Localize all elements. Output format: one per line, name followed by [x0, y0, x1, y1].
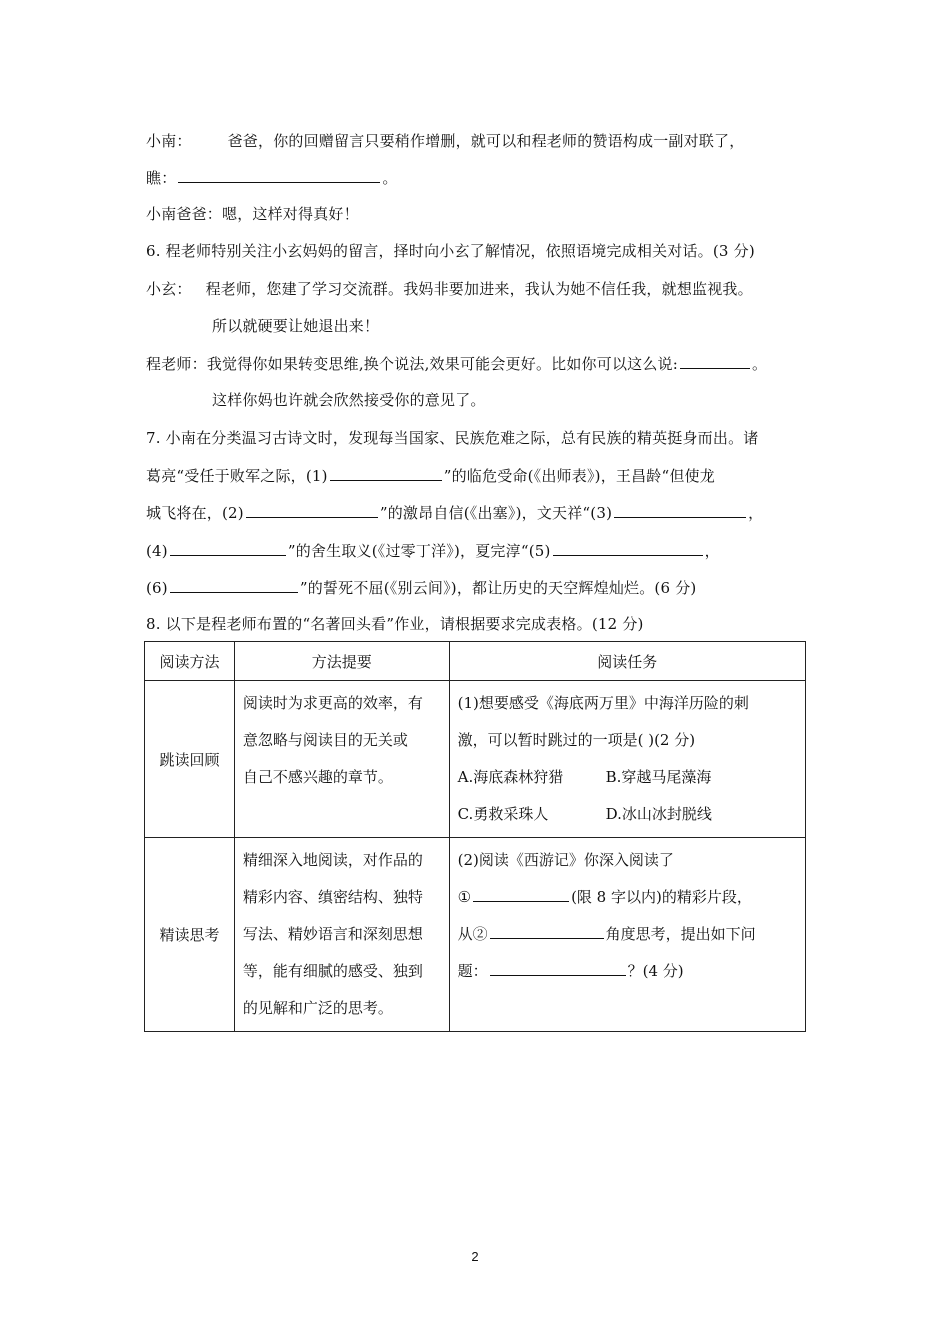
summary-skim-line: 意忽略与阅读目的无关或 [242, 731, 408, 749]
summary-intensive-line: 的见解和广泛的思考。 [242, 999, 393, 1017]
q7-line-1: 7. 小南在分类温习古诗文时，发现每当国家、民族危难之际，总有民族的精英挺身而出。诸 [146, 429, 759, 447]
header-method: 阅读方法 [145, 642, 235, 681]
couplet-answer-blank[interactable] [178, 166, 380, 183]
summary-intensive-line: 精彩内容、缜密结构、独特 [242, 888, 423, 906]
summary-skim [234, 681, 449, 838]
summary-intensive-line: 等，能有细腻的感受、独到 [242, 962, 423, 980]
header-task: 阅读任务 [449, 642, 805, 681]
summary-intensive-line: 精细深入地阅读，对作品的 [242, 851, 423, 869]
summary-intensive [234, 838, 449, 1032]
xiaonan-text: 爸爸，你的回赠留言只要稍作增删，就可以和程老师的赞语构成一副对联了， [227, 132, 745, 150]
q7-l4c: ， [704, 542, 720, 560]
xiaonan-speaker: 小南： [146, 132, 192, 150]
teacher-answer-blank[interactable] [680, 352, 750, 369]
q7-line-5 [146, 576, 696, 598]
q7-l5a: (6) [146, 579, 168, 597]
q7-line-4 [146, 539, 720, 561]
q7-line-3 [146, 501, 763, 523]
xiaoxuan-text-2: 所以就硬要让她退出来！ [212, 317, 380, 335]
task-intensive-line-1: (2)阅读《西游记》你深入阅读了 [457, 851, 674, 869]
method-intensive: 精读思考 [145, 838, 235, 1032]
table-header-row [145, 642, 806, 681]
q8-prompt: 8. 以下是程老师布置的“名著回头看”作业，请根据要求完成表格。(12 分) [146, 615, 644, 633]
teacher-line-1 [146, 352, 767, 374]
q7-l4a: (4) [146, 542, 168, 560]
poem-blank-4[interactable] [170, 539, 286, 556]
xiaoxuan-line-1 [146, 278, 753, 299]
q7-l2a: 葛亮“受任于败军之际，(1) [146, 467, 328, 485]
task-intensive [449, 838, 805, 1032]
q7-l3b: ”的激昂自信(《出塞》)，文天祥“(3) [379, 504, 613, 522]
task-question-label: 题： [457, 962, 488, 980]
fragment-blank[interactable] [473, 885, 569, 902]
poem-blank-6[interactable] [170, 576, 298, 593]
look-end: 。 [382, 169, 398, 187]
task-marker-1: ① [457, 888, 472, 906]
task-intensive-line-4 [458, 953, 799, 990]
page-number: 2 [471, 1249, 479, 1264]
reading-table [144, 641, 806, 1032]
q6-prompt: 6. 程老师特别关注小玄妈妈的留言，择时向小玄了解情况，依照语境完成相关对话。(3 分) [146, 242, 755, 260]
q7-line-2 [146, 464, 715, 486]
task-intensive-line-2 [458, 879, 799, 916]
poem-blank-3[interactable] [614, 501, 746, 518]
summary-skim-line: 自己不感兴趣的章节。 [242, 768, 393, 786]
teacher-text-1: 我觉得你如果转变思维,换个说法,效果可能会更好。比如你可以这么说: [206, 355, 679, 373]
task-skim [449, 681, 805, 838]
poem-blank-2[interactable] [246, 501, 378, 518]
task-intensive-line-3 [458, 916, 799, 953]
q7-l3c: ， [748, 504, 764, 522]
xiaoxuan-text-1: 程老师，您建了学习交流群。我妈非要加进来，我认为她不信任我，就想监视我。 [205, 280, 753, 298]
task-intensive-4b: ？(4 分) [627, 962, 684, 980]
poem-blank-5[interactable] [553, 539, 703, 556]
summary-intensive-line: 写法、精妙语言和深刻思想 [242, 925, 423, 943]
option-b[interactable]: B.穿越马尾藻海 [605, 768, 712, 786]
task-intensive-3b: 角度思考，提出如下问 [605, 925, 756, 943]
xiaonan-line [146, 130, 744, 151]
teacher-speaker: 程老师： [146, 355, 207, 373]
question-blank[interactable] [490, 959, 626, 976]
options-row-2 [458, 796, 799, 833]
q7-l3a: 城飞将在，(2) [146, 504, 244, 522]
teacher-text-2: 这样你妈也许就会欣然接受你的意见了。 [212, 391, 486, 409]
table-row [145, 681, 806, 838]
option-d[interactable]: D.冰山冰封脱线 [605, 805, 712, 823]
look-label: 瞧： [146, 169, 177, 187]
q7-l5b: ”的誓死不屈(《别云间》)，都让历史的天空辉煌灿烂。(6 分) [299, 579, 697, 597]
header-summary: 方法提要 [234, 642, 449, 681]
task-intensive-2b: (限 8 字以内)的精彩片段， [571, 888, 752, 906]
task-skim-line-1: (1)想要感受《海底两万里》中海洋历险的刺 [457, 694, 749, 712]
dad-line: 小南爸爸：嗯，这样对得真好！ [146, 205, 359, 223]
option-a[interactable]: A.海底森林狩猎 [457, 768, 564, 786]
table-row [145, 838, 806, 1032]
teacher-end: 。 [752, 355, 768, 373]
summary-skim-line: 阅读时为求更高的效率，有 [242, 694, 423, 712]
q7-l2b: ”的临危受命(《出师表》)，王昌龄“但使龙 [443, 467, 715, 485]
method-skim: 跳读回顾 [145, 681, 235, 838]
task-skim-line-2: 激，可以暂时跳过的一项是( )(2 分) [457, 731, 696, 749]
look-line [146, 166, 398, 188]
options-row-1 [458, 759, 799, 796]
angle-blank[interactable] [490, 922, 604, 939]
xiaoxuan-speaker: 小玄： [146, 280, 192, 298]
option-c[interactable]: C.勇救采珠人 [457, 805, 549, 823]
task-marker-2: 从② [457, 925, 488, 943]
poem-blank-1[interactable] [330, 464, 442, 481]
q7-l4b: ”的舍生取义(《过零丁洋》)，夏完淳“(5) [287, 542, 551, 560]
